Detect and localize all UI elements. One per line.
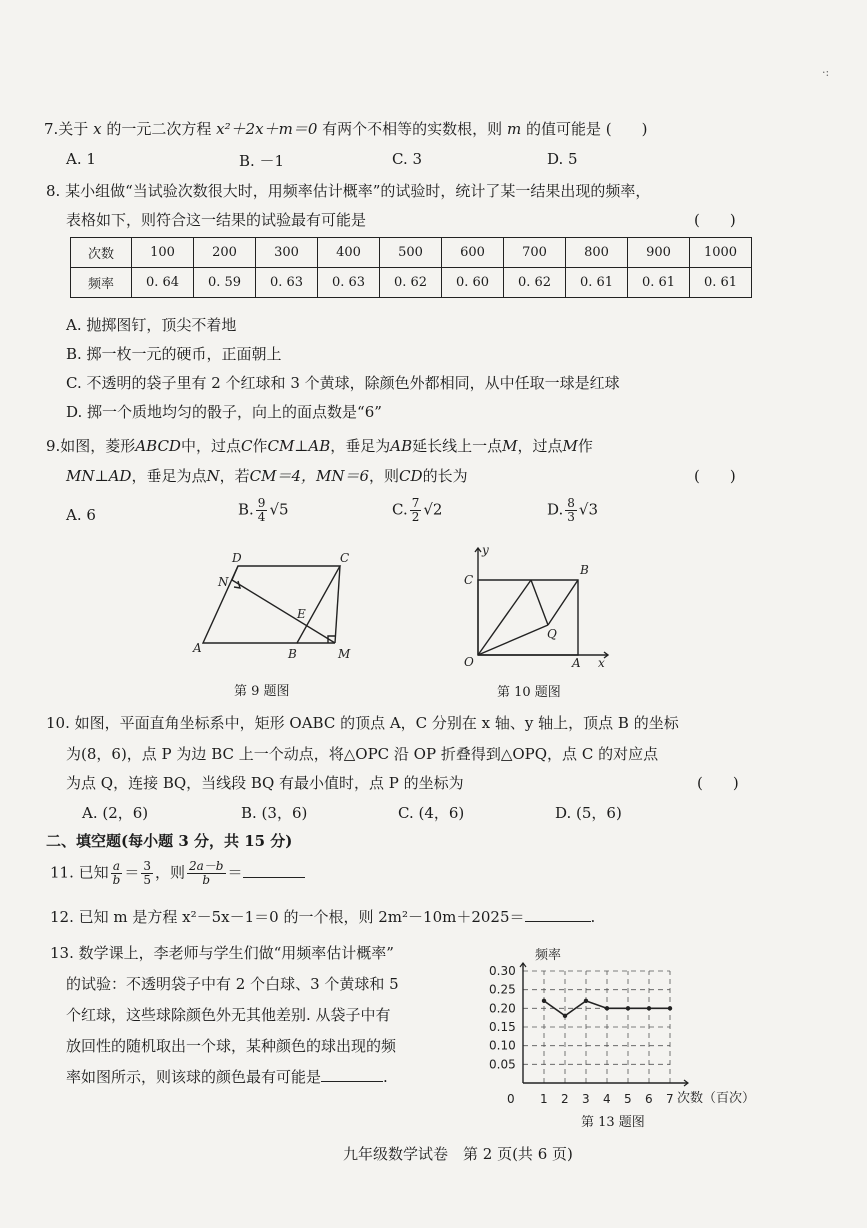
label-d: D	[232, 551, 242, 565]
x-tick-label: 7	[666, 1092, 674, 1106]
figure-10-caption: 第 10 题图	[497, 685, 561, 700]
q9-option-a: A. 6	[66, 506, 96, 524]
q10-option-b: B. (3，6)	[241, 804, 308, 822]
table-cell: 500	[380, 238, 442, 268]
q10-stem-line2: 为(8，6)，点 P 为边 BC 上一个动点，将△OPC 沿 OP 折叠得到△OPQ，点 C 的对应点	[66, 745, 659, 763]
data-point	[605, 1006, 609, 1010]
label-m: M	[338, 647, 351, 661]
q8-option-d: D. 掷一个质地均匀的骰子，向上的面点数是“6”	[66, 403, 382, 421]
label-q: Q	[547, 627, 557, 641]
table-row	[71, 268, 752, 298]
x-tick-label: 3	[582, 1092, 590, 1106]
q8-stem-line1: 8. 某小组做“当试验次数很大时，用频率估计概率”的试验时，统计了某一结果出现的频率，	[46, 182, 651, 200]
table-cell: 0. 61	[566, 268, 628, 298]
frequency-line-chart	[485, 945, 765, 1110]
q8-paren: ( )	[694, 211, 736, 229]
q13-stem-line2: 的试验：不透明袋子中有 2 个白球、3 个黄球和 5	[66, 975, 399, 993]
q13-stem-line5: 率如图所示，则该球的颜色最有可能是 .	[66, 1068, 388, 1086]
label-b: B	[288, 647, 297, 661]
x-tick-label: 5	[624, 1092, 632, 1106]
label-e: E	[297, 607, 306, 621]
q12-stem: 12. 已知 m 是方程 x²－5x－1＝0 的一个根，则 2m²－10m＋2025＝ .	[50, 908, 596, 926]
y-tick-label: 0.25	[489, 982, 516, 997]
table-cell: 700	[504, 238, 566, 268]
q13-stem-line4: 放回性的随机取出一个球，某种颜色的球出现的频	[66, 1037, 397, 1055]
q9-option-c: C. $\frac{7}{2}$ √2	[392, 496, 443, 524]
label-x: x	[598, 656, 605, 670]
label-a: A	[572, 656, 581, 670]
table-cell: 0. 61	[628, 268, 690, 298]
q7-option-b: B. －1	[239, 152, 285, 170]
y-tick-label: 0.30	[489, 964, 516, 978]
segment-cm	[335, 566, 340, 643]
table-header-cell: 频率	[71, 268, 132, 298]
data-point	[626, 1006, 630, 1010]
data-point	[542, 999, 546, 1003]
section-heading: 二、填空题(每小题 3 分，共 15 分)	[46, 832, 293, 850]
q8-option-c: C. 不透明的袋子里有 2 个红球和 3 个黄球，除颜色外都相同，从中任取一球是红球	[66, 374, 620, 392]
table-cell: 0. 59	[194, 268, 256, 298]
q9-option-d: D. $\frac{8}{3}$ √3	[547, 496, 599, 524]
x-tick-label: 0	[507, 1092, 515, 1106]
chart-ylabel: 频率	[535, 948, 562, 963]
table-cell: 300	[256, 238, 318, 268]
q10-option-a: A. (2，6)	[82, 804, 149, 822]
segment-dn	[232, 566, 238, 580]
answer-blank[interactable]	[525, 921, 591, 922]
q8-option-a: A. 抛掷图钉，顶尖不着地	[66, 316, 237, 334]
data-point	[563, 1014, 567, 1018]
table-cell: 0. 61	[690, 268, 752, 298]
figure-9-caption: 第 9 题图	[234, 684, 290, 699]
table-cell: 800	[566, 238, 628, 268]
q10-stem-line3: 为点 Q，连接 BQ，当线段 BQ 有最小值时，点 P 的坐标为	[66, 774, 464, 792]
label-y: y	[482, 543, 489, 557]
q10-option-d: D. (5，6)	[555, 804, 622, 822]
segment-pq	[531, 580, 548, 625]
table-cell: 100	[132, 238, 194, 268]
q7-option-d: D. 5	[547, 150, 578, 168]
page-footer: 九年级数学试卷 第 2 页(共 6 页)	[343, 1145, 573, 1163]
figure-13-caption: 第 13 题图	[581, 1115, 645, 1130]
data-point	[668, 1006, 672, 1010]
label-o: O	[464, 655, 474, 669]
q9-paren: ( )	[694, 467, 736, 485]
label-b: B	[580, 563, 589, 577]
q10-stem-line1: 10. 如图，平面直角坐标系中，矩形 OABC 的顶点 A，C 分别在 x 轴、y 轴上，顶点 B 的坐标	[46, 714, 679, 732]
q9-option-b: B. $\frac{9}{4}$ √5	[238, 496, 289, 524]
table-row	[71, 238, 752, 268]
x-tick-label: 2	[561, 1092, 569, 1106]
label-a: A	[193, 641, 202, 655]
figure-9-rhombus	[190, 548, 365, 666]
segment-bq	[548, 580, 578, 625]
x-tick-label: 1	[540, 1092, 548, 1106]
y-tick-label: 0.20	[489, 1001, 516, 1016]
q10-paren: ( )	[697, 774, 739, 792]
q9-stem-line2: MN⊥AD，垂足为点N，若CM＝4，MN＝6，则CD的长为	[66, 467, 468, 485]
label-c: C	[464, 573, 474, 587]
answer-blank[interactable]	[321, 1081, 383, 1082]
table-cell: 900	[628, 238, 690, 268]
table-cell: 400	[318, 238, 380, 268]
table-cell: 0. 63	[318, 268, 380, 298]
x-tick-label: 6	[645, 1092, 653, 1106]
q7-stem: 7.关于 x 的一元二次方程 x²＋2x＋m＝0 有两个不相等的实数根，则 m 的值可能是 ( )	[44, 120, 648, 138]
q13-stem-line1: 13. 数学课上，李老师与学生们做“用频率估计概率”	[50, 944, 394, 962]
table-cell: 0. 62	[504, 268, 566, 298]
table-cell: 200	[194, 238, 256, 268]
table-cell: 600	[442, 238, 504, 268]
data-point	[584, 999, 588, 1003]
q11-stem: 11. 已知 $\frac{a}{b}$ ＝ $\frac{3}{5}$ ，则 $\frac{2a-b}{b}$ ＝	[50, 860, 305, 887]
table-cell: 0. 63	[256, 268, 318, 298]
chart-xlabel: 次数（百次）	[677, 1091, 756, 1106]
label-c: C	[340, 551, 350, 565]
q7-option-a: A. 1	[66, 150, 96, 168]
segment-mn	[232, 580, 335, 643]
answer-blank[interactable]	[243, 877, 305, 878]
y-tick-label: 0.15	[489, 1020, 516, 1034]
frequency-table	[70, 237, 752, 298]
table-cell: 0. 62	[380, 268, 442, 298]
y-tick-label: 0.10	[489, 1038, 516, 1053]
y-tick-label: 0.05	[489, 1057, 516, 1072]
q8-stem-line2: 表格如下，则符合这一结果的试验最有可能是	[66, 211, 367, 229]
q13-stem-line3: 个红球，这些球除颜色外无其他差别. 从袋子中有	[66, 1006, 391, 1024]
x-tick-label: 4	[603, 1092, 611, 1106]
q7-option-c: C. 3	[392, 150, 423, 168]
label-n: N	[218, 575, 229, 589]
table-cell: 1000	[690, 238, 752, 268]
table-cell: 0. 64	[132, 268, 194, 298]
q8-option-b: B. 掷一枚一元的硬币，正面朝上	[66, 345, 282, 363]
q9-stem-line1: 9.如图，菱形ABCD中，过点C作CM⊥AB，垂足为AB延长线上一点M，过点M作	[46, 437, 593, 455]
data-point	[647, 1006, 651, 1010]
figure-10-rectangle	[458, 540, 613, 670]
table-cell: 0. 60	[442, 268, 504, 298]
scan-mark: ·:	[822, 66, 830, 79]
q10-option-c: C. (4，6)	[398, 804, 465, 822]
table-header-cell: 次数	[71, 238, 132, 268]
rectangle-oabc	[478, 580, 578, 655]
